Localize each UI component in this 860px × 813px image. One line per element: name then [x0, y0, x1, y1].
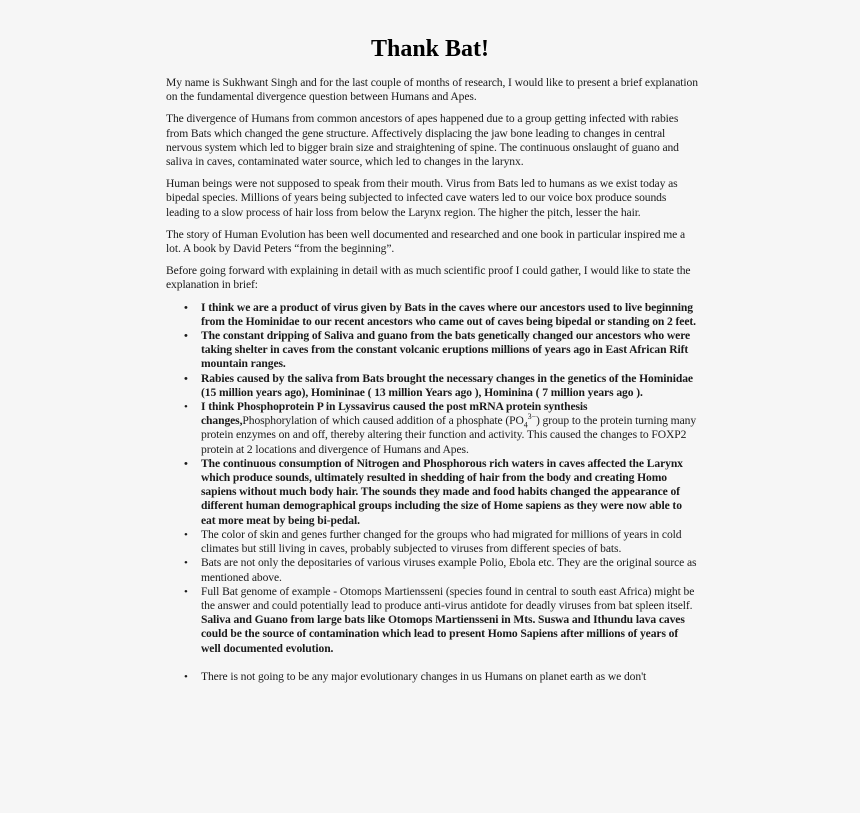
intro-paragraph: My name is Sukhwant Singh and for the last couple of months of research, I would like to present a brief explanation on the fundamental divergence question between Humans and Apes. [166, 76, 698, 104]
superscript: 3− [527, 412, 536, 422]
list-item [201, 400, 698, 457]
bullet-list [166, 301, 698, 684]
list-item: • There is not going to be any major evolutionary changes in us Humans on planet earth as we don't [201, 670, 698, 684]
book-paragraph: The story of Human Evolution has been well documented and researched and one book in particular inspired me a lot. A book by David Peters “from the beginning”. [166, 227, 686, 256]
document-title: Thank Bat! [370, 36, 490, 62]
brief-intro-paragraph: Before going forward with explaining in detail with as much scientific proof I could gather, I would like to state the explanation in brief: [166, 264, 691, 292]
list-item: • The color of skin and genes further changed for the groups who had migrated for millions of years in cold climates but still living in caves, probably subjected to viruses from different species of bats. [201, 528, 698, 556]
list-item [201, 585, 698, 656]
list-item: • Bats are not only the depositaries of various viruses example Polio, Ebola etc. They are the original source as mentioned above. [201, 556, 698, 584]
text: Full Bat genome of example - Otomops Martiensseni (species found in central to south east Africa) might be the answer and could potentially lead to produce anti-virus antidote for deadly viruses from bat spleen itself. [201, 584, 695, 612]
speech-paragraph: Human beings were not supposed to speak from their mouth. Virus from Bats led to humans as we exist today as bipedal species. Millions of years being subjected to infected cave waters led to our voice box produce sounds leading to a slow process of hair loss from below the Larynx region. The higher the pitch, lesser the hair. [166, 177, 678, 219]
list-item: • Rabies caused by the saliva from Bats brought the necessary changes in the genetics of the Hominidae (15 million years ago), Homininae ( 13 million Years ago ), Hominina ( 7 million years ago ). [201, 372, 698, 400]
text: Phosphorylation of which caused addition of a phosphate (PO [242, 414, 524, 428]
divergence-paragraph: The divergence of Humans from common ancestors of apes happened due to a group getting infected with rabies from Bats which changed the gene structure. Affectively displacing the jaw bone leading to changes in central nervous system which led to bigger brain size and straightening of spine. The continuous onslaught of guano and saliva in caves, contaminated water source, which led to changes in the larynx. [166, 112, 679, 169]
list-item: • The continuous consumption of Nitrogen and Phosphorous rich waters in caves affected the Larynx which produce sounds, ultimately resulted in shedding of hair from the body and creating Homo sapiens without much body hair. The sounds they made and food habits changed the appearance of different human demographical groups including the size of Home sapiens as they were now able to eat more meat by being bi-pedal. [201, 457, 698, 528]
list-item: • The constant dripping of Saliva and guano from the bats genetically changed our ancestors who were taking shelter in caves from the constant volcanic eruptions millions of years ago in East African Rift mountain ranges. [201, 329, 698, 372]
list-item: • I think we are a product of virus given by Bats in the caves where our ancestors used to live beginning from the Hominidae to our recent ancestors who came out of caves being bipedal or standing on 2 feet. [201, 301, 698, 329]
bold-text: Saliva and Guano from large bats like Otomops Martiensseni in Mts. Suswa and Ithundu lava caves could be the source of contamination which lead to present Homo Sapiens after millions of years of well documented evolution. [201, 613, 685, 655]
subscript: 4 [523, 420, 528, 430]
document-body [166, 76, 698, 684]
bold-text: I think Phosphoprotein P in Lyssavirus caused the post mRNA protein synthesis changes, [201, 400, 588, 428]
text: ) group to the protein turning many protein enzymes on and off, thereby altering their function and activity. This caused the changes to FOXP2 protein at 2 locations and divergence of Humans and Apes. [201, 414, 697, 456]
